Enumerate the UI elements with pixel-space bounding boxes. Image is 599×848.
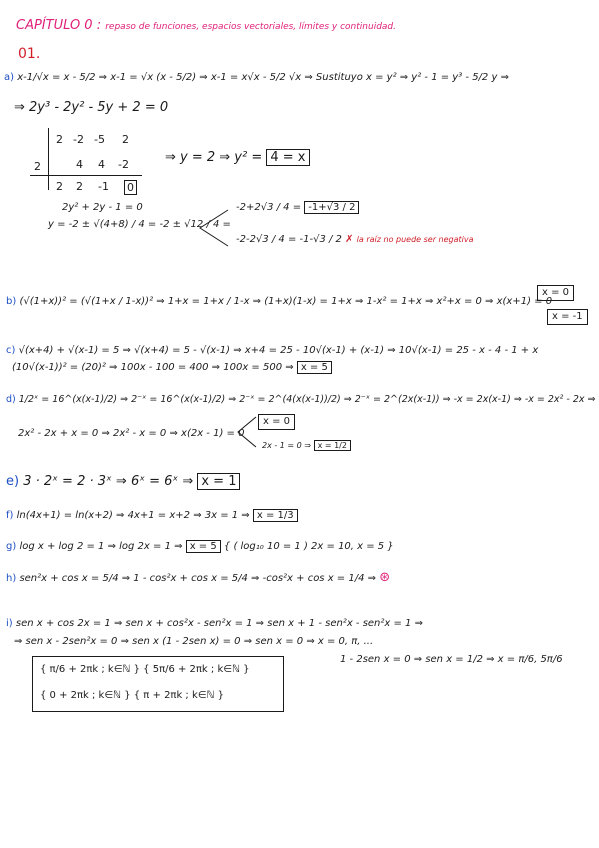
item-b-box2: x = -1 bbox=[547, 309, 588, 325]
item-g-note: { ( log₁₀ 10 = 1 ) 2x = 10, x = 5 } bbox=[223, 541, 394, 552]
item-a-line1 bbox=[4, 72, 509, 84]
item-b-box1: x = 0 bbox=[537, 285, 574, 301]
branch1-text: -2+2√3 / 4 = bbox=[236, 202, 302, 213]
ruffini-result-box: 4 = x bbox=[266, 149, 309, 166]
branch1 bbox=[236, 202, 359, 214]
ruffini-c1: 2 bbox=[56, 133, 63, 146]
item-f-text: ln(4x+1) = ln(x+2) ⇒ 4x+1 = x+2 ⇒ 3x = 1 ⇒ bbox=[16, 510, 250, 521]
chapter-title-text: CAPÍTULO 0 : bbox=[16, 18, 102, 33]
item-f-box: x = 1/3 bbox=[253, 509, 298, 522]
item-i-line2: ⇒ sen x - 2sen²x = 0 ⇒ sen x (1 - 2sen x) = 0 ⇒ sen x = 0 ⇒ x = 0, π, ... bbox=[14, 636, 374, 647]
item-b-label: b) bbox=[6, 296, 17, 307]
item-a-text1: x-1/√x = x - 5/2 ⇒ x-1 = √x (x - 5/2) ⇒ x-1 = x√x - 5/2 √x ⇒ Sustituyo x = y² ⇒ y² - 1 = y³ - 5/2 y ⇒ bbox=[17, 72, 509, 83]
ruffini-c3: -5 bbox=[94, 133, 105, 146]
ruffini-r1: 2 bbox=[56, 180, 63, 193]
item-h-text: sen²x + cos x = 5/4 ⇒ 1 - cos²x + cos x = 5/4 ⇒ -cos²x + cos x = 1/4 ⇒ bbox=[19, 573, 377, 584]
ruffini-result-text: ⇒ y = 2 ⇒ y² = bbox=[165, 150, 263, 165]
item-h-mark: ⊛ bbox=[379, 570, 391, 585]
exercise-number: 01. bbox=[18, 46, 41, 62]
ruffini-m2: 4 bbox=[98, 158, 105, 171]
item-c-line2 bbox=[12, 362, 332, 374]
item-d-text1: 1/2ˣ = 16^(x(x-1)/2) ⇒ 2⁻ˣ = 16^(x(x-1)/2) ⇒ 2⁻ˣ = 2^(4(x(x-1))/2) ⇒ 2⁻ˣ = 2^(2x(x-1)) ⇒ -x = 2x(x-1) ⇒ -x = 2x² - 2x ⇒ bbox=[18, 394, 596, 405]
ruffini-vline bbox=[48, 128, 49, 190]
ruffini-c4: 2 bbox=[122, 133, 129, 146]
item-h-label: h) bbox=[6, 573, 17, 584]
branch-bracket bbox=[198, 208, 230, 248]
item-e-line bbox=[6, 474, 240, 490]
branch1-box: -1+√3 / 2 bbox=[304, 201, 359, 214]
quad-eq: 2y² + 2y - 1 = 0 bbox=[62, 202, 143, 213]
item-i-label: i) bbox=[6, 618, 13, 629]
item-i-line1 bbox=[6, 618, 423, 630]
solution-set-1: { π/6 + 2πk ; k∈ℕ } { 5π/6 + 2πk ; k∈ℕ } bbox=[40, 664, 250, 675]
item-c-text2: (10√(x-1))² = (20)² ⇒ 100x - 100 = 400 ⇒ 100x = 500 ⇒ bbox=[12, 362, 294, 373]
branch2 bbox=[236, 234, 474, 246]
item-d-box2: x = 1/2 bbox=[314, 440, 351, 451]
solution-set-2: { 0 + 2πk ; k∈ℕ } { π + 2πk ; k∈ℕ } bbox=[40, 690, 225, 701]
ruffini-m1: 4 bbox=[76, 158, 83, 171]
item-b-text: (√(1+x))² = (√(1+x / 1-x))² ⇒ 1+x = 1+x / 1-x ⇒ (1+x)(1-x) = 1+x ⇒ 1-x² = 1+x ⇒ x²+x = 0 ⇒ x(x+1) = 0 bbox=[19, 296, 553, 307]
item-d-sub2-text: 2x - 1 = 0 ⇒ bbox=[262, 441, 312, 450]
item-d-box1: x = 0 bbox=[258, 414, 295, 430]
ruffini-result bbox=[165, 150, 310, 166]
ruffini-c2: -2 bbox=[73, 133, 84, 146]
ruffini-r4: 0 bbox=[124, 180, 137, 195]
item-g-label: g) bbox=[6, 541, 17, 552]
item-f-line bbox=[6, 510, 298, 522]
ruffini-r2: 2 bbox=[76, 180, 83, 193]
item-c-text1: √(x+4) + √(x-1) = 5 ⇒ √(x+4) = 5 - √(x-1) ⇒ x+4 = 25 - 10√(x-1) + (x-1) ⇒ 10√(x-1) = 25 - x - 4 - 1 + x bbox=[18, 345, 539, 356]
item-a-label: a) bbox=[4, 72, 15, 83]
item-d-line1 bbox=[6, 394, 595, 406]
branch2-cross: ✗ bbox=[345, 234, 354, 245]
item-h-line bbox=[6, 572, 390, 585]
item-c-label: c) bbox=[6, 345, 16, 356]
branch2-text: -2-2√3 / 4 = -1-√3 / 2 bbox=[236, 234, 342, 245]
ruffini-m3: -2 bbox=[118, 158, 129, 171]
item-c-line1 bbox=[6, 345, 538, 357]
item-e-label: e) bbox=[6, 474, 20, 489]
chapter-subtitle: repaso de funciones, espacios vectoriales, límites y continuidad. bbox=[105, 22, 396, 32]
item-b-line bbox=[6, 296, 552, 308]
ruffini-root: 2 bbox=[34, 160, 41, 173]
chapter-title bbox=[16, 20, 396, 33]
d-bracket bbox=[236, 415, 258, 449]
item-g-line bbox=[6, 541, 394, 553]
item-c-box: x = 5 bbox=[297, 361, 332, 374]
item-d-sub2 bbox=[262, 440, 351, 452]
item-e-box: x = 1 bbox=[197, 473, 240, 490]
item-f-label: f) bbox=[6, 510, 14, 521]
item-d-line2: 2x² - 2x + x = 0 ⇒ 2x² - x = 0 ⇒ x(2x - 1) = 0 bbox=[18, 428, 245, 439]
item-i-line3: 1 - 2sen x = 0 ⇒ sen x = 1/2 ⇒ x = π/6, 5π/6 bbox=[340, 654, 563, 665]
item-g-box: x = 5 bbox=[186, 540, 221, 553]
quad-formula: y = -2 ± √(4+8) / 4 = -2 ± √12 / 4 = bbox=[48, 219, 231, 230]
item-d-label: d) bbox=[6, 394, 16, 405]
branch2-note: la raíz no puede ser negativa bbox=[356, 235, 474, 244]
item-e-text: 3 · 2ˣ = 2 · 3ˣ ⇒ 6ˣ = 6ˣ ⇒ bbox=[23, 474, 194, 489]
ruffini-r3: -1 bbox=[98, 180, 109, 193]
item-i-text1: sen x + cos 2x = 1 ⇒ sen x + cos²x - sen²x = 1 ⇒ sen x + 1 - sen²x - sen²x = 1 ⇒ bbox=[15, 618, 423, 629]
item-g-text: log x + log 2 = 1 ⇒ log 2x = 1 ⇒ bbox=[19, 541, 183, 552]
item-a-line2: ⇒ 2y³ - 2y² - 5y + 2 = 0 bbox=[14, 100, 169, 115]
ruffini-hline bbox=[30, 175, 142, 176]
